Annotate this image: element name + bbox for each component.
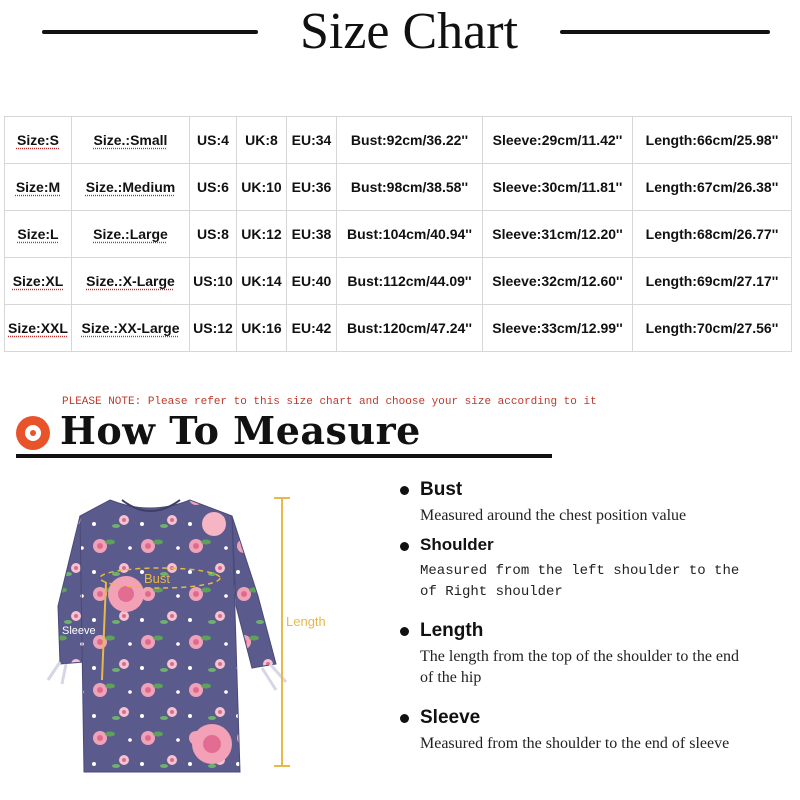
- table-row: [5, 211, 792, 258]
- table-cell-text: Size:L: [17, 226, 59, 242]
- table-cell-text: Size:XXL: [8, 320, 68, 336]
- size-name-cell: [72, 117, 190, 164]
- garment-illustration: [40, 486, 340, 786]
- length-label: Length: [286, 614, 326, 629]
- bullet-icon: [400, 542, 409, 551]
- table-row: [5, 164, 792, 211]
- page-title: Size Chart: [299, 3, 519, 60]
- size-chart-body: [5, 117, 792, 352]
- bust-cell: Bust:98cm/38.58'': [337, 164, 483, 211]
- definition-term: Bust: [420, 479, 463, 500]
- table-cell-text: Size.:Small: [93, 132, 168, 148]
- length-cell: Length:70cm/27.56'': [633, 305, 792, 352]
- table-cell-text: Size.:XX-Large: [81, 320, 180, 336]
- us-size-cell: US:8: [190, 211, 237, 258]
- size-chart-table: [4, 116, 792, 352]
- definition-term: Length: [420, 620, 484, 641]
- table-row: [5, 117, 792, 164]
- length-cell: Length:66cm/25.98'': [633, 117, 792, 164]
- size-cell: [5, 258, 72, 305]
- eu-size-cell: EU:40: [287, 258, 337, 305]
- definition-desc: Measured from the shoulder to the end of sleeve: [420, 735, 730, 752]
- bullet-icon: [400, 627, 409, 636]
- how-to-measure-rule: [16, 454, 552, 458]
- size-name-cell: [72, 211, 190, 258]
- table-cell-text: Size:M: [15, 179, 61, 195]
- size-cell: [5, 164, 72, 211]
- size-cell: [5, 117, 72, 164]
- sleeve-cell: Sleeve:29cm/11.42'': [483, 117, 633, 164]
- eu-size-cell: EU:38: [287, 211, 337, 258]
- bust-cell: Bust:112cm/44.09'': [337, 258, 483, 305]
- circle-bullet-icon: [16, 416, 50, 450]
- us-size-cell: US:10: [190, 258, 237, 305]
- table-cell-text: Size:XL: [12, 273, 64, 289]
- sleeve-cell: Sleeve:31cm/12.20'': [483, 211, 633, 258]
- sleeve-label: Sleeve: [62, 625, 96, 637]
- eu-size-cell: EU:34: [287, 117, 337, 164]
- size-note: PLEASE NOTE: Please refer to this size chart and choose your size according to it: [62, 396, 597, 408]
- uk-size-cell: UK:8: [237, 117, 287, 164]
- us-size-cell: US:6: [190, 164, 237, 211]
- sleeve-cell: Sleeve:33cm/12.99'': [483, 305, 633, 352]
- eu-size-cell: EU:42: [287, 305, 337, 352]
- definition-desc: Measured from the left shoulder to the of Right shoulder: [420, 563, 740, 600]
- table-cell-text: Size.:Medium: [85, 179, 176, 195]
- us-size-cell: US:4: [190, 117, 237, 164]
- uk-size-cell: UK:16: [237, 305, 287, 352]
- table-cell-text: Size.:Large: [93, 226, 168, 242]
- definition-term: Shoulder: [420, 535, 494, 554]
- length-cell: Length:69cm/27.17'': [633, 258, 792, 305]
- bust-label: Bust: [144, 571, 171, 586]
- table-cell-text: Size.:X-Large: [86, 273, 175, 289]
- table-cell-text: Size:S: [16, 132, 59, 148]
- eu-size-cell: EU:36: [287, 164, 337, 211]
- bullet-icon: [400, 486, 409, 495]
- uk-size-cell: UK:10: [237, 164, 287, 211]
- definition-desc: Measured around the chest position value: [420, 507, 687, 524]
- bust-cell: Bust:104cm/40.94'': [337, 211, 483, 258]
- uk-size-cell: UK:12: [237, 211, 287, 258]
- bust-cell: Bust:120cm/47.24'': [337, 305, 483, 352]
- bullet-icon: [400, 714, 409, 723]
- us-size-cell: US:12: [190, 305, 237, 352]
- how-to-measure-title: How To Measure: [60, 408, 421, 453]
- header-rule-right: [560, 30, 770, 34]
- definition-desc: The length from the top of the shoulder to the end of the hip: [420, 648, 740, 686]
- sleeve-cell: Sleeve:30cm/11.81'': [483, 164, 633, 211]
- sleeve-cell: Sleeve:32cm/12.60'': [483, 258, 633, 305]
- table-row: [5, 258, 792, 305]
- bust-cell: Bust:92cm/36.22'': [337, 117, 483, 164]
- size-name-cell: [72, 305, 190, 352]
- length-cell: Length:68cm/26.77'': [633, 211, 792, 258]
- uk-size-cell: UK:14: [237, 258, 287, 305]
- length-cell: Length:67cm/26.38'': [633, 164, 792, 211]
- size-cell: [5, 211, 72, 258]
- size-name-cell: [72, 164, 190, 211]
- definition-term: Sleeve: [420, 707, 481, 728]
- header-rule-left: [42, 30, 258, 34]
- table-row: [5, 305, 792, 352]
- size-cell: [5, 305, 72, 352]
- size-name-cell: [72, 258, 190, 305]
